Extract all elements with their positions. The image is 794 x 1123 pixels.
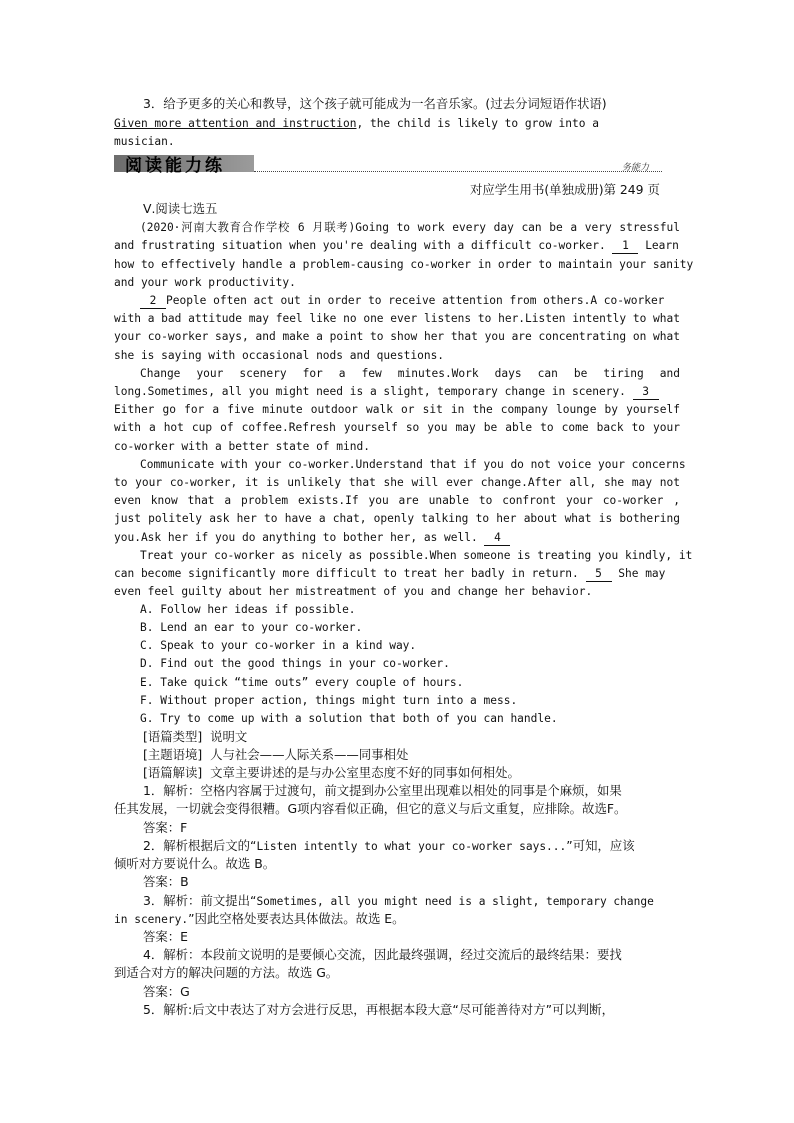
p3-line4: with a hot cup of coffee.Refresh yourself so you may be able to come back to your <box>114 421 680 434</box>
meta-type <box>143 728 247 746</box>
option-f: F. Without proper action, things might turn into a mess. <box>140 694 518 707</box>
p4-line5 <box>114 529 680 547</box>
p5-line2-tail: She may <box>618 567 666 580</box>
explanation-2-line1 <box>143 837 635 856</box>
p4-line5-text: you.Ask her if you do anything to bother her, as well. <box>114 531 478 544</box>
p5-line1: Treat your co-worker as nicely as possible.When someone is treating you kindly, it <box>140 549 693 562</box>
p1-line3: how to effectively handle a problem-causing co-worker in order to maintain your sanity <box>114 258 694 271</box>
answer-4: 答案：G <box>143 984 190 999</box>
p5-line3: even feel guilty about her mistreatment of you and change her behavior. <box>114 585 593 598</box>
explanation-3-lead: 3．解析：前文提出“ <box>143 893 257 908</box>
section-title: 阅读能力练 <box>125 156 225 176</box>
answer-3: 答案：E <box>143 929 189 944</box>
p4-line3: even know that a problem exists.If you are unable to confront your co-worker , <box>114 494 680 507</box>
explanation-1-line2: 任其发展，一切就会变得很糟。G项内容看似正确，但它的意义与后文重复，应排除。故选F。 <box>114 801 627 816</box>
explanation-4-line2: 到适合对方的解决问题的方法。故选 G。 <box>114 965 339 980</box>
explanation-2-quote: Listen intently to what your co-worker says... <box>256 840 567 853</box>
item3-rest: , the child is likely to grow into a <box>356 117 599 130</box>
p1-line2-text: and frustrating situation when you're dealing with a difficult co-worker. <box>114 239 606 252</box>
answer-1: 答案：F <box>143 820 188 835</box>
p4-line2: to your co-worker, it is unlikely that she will ever change.After all, she may not <box>114 476 680 489</box>
meta-reading-label: [语篇解读] <box>143 765 203 780</box>
explanation-3-line1 <box>143 892 654 911</box>
blank-3: 3 <box>633 385 659 400</box>
option-d: D. Find out the good things in your co-worker. <box>140 657 450 670</box>
explanation-4-line1: 4．解析：本段前文说明的是要倾心交流，因此最终强调，经过交流后的最终结果：要找 <box>143 947 622 962</box>
p2-line3: your co-worker says, and make a point to show her that you are concentrating on what <box>114 330 680 343</box>
explanation-2-lead: 2．解析根据后文的“ <box>143 838 257 853</box>
section-divider <box>254 171 662 172</box>
explanation-2-tail: ”可知，应该 <box>566 838 635 853</box>
option-g: G. Try to come up with a solution that both of you can handle. <box>140 712 558 725</box>
explanation-5-line1: 5．解析:后文中表达了对方会进行反思，再根据本段大意“尽可能善待对方”可以判断， <box>143 1002 614 1017</box>
p5-line2 <box>114 565 680 583</box>
blank-2: 2 <box>140 294 166 309</box>
blank-4: 4 <box>484 531 510 546</box>
meta-type-label: [语篇类型] <box>143 729 203 744</box>
option-e: E. Take quick “time outs” every couple of hours. <box>140 676 464 689</box>
p1-line2 <box>114 237 680 255</box>
p1-line2-tail: Learn <box>645 239 679 252</box>
p2-line2: with a bad attitude may feel like no one ever listens to her.Listen intently to what <box>114 312 680 325</box>
explanation-3-tail: ”因此空格处要表达具体做法。故选 E。 <box>188 911 405 926</box>
explanation-1-line1: 1．解析：空格内容属于过渡句，前文提到办公室里出现难以相处的同事是个麻烦，如果 <box>143 783 622 798</box>
meta-reading-value: 文章主要讲述的是与办公室里态度不好的同事如何相处。 <box>210 765 520 780</box>
option-c: C. Speak to your co-worker in a kind way. <box>140 639 417 652</box>
item3-prompt: 3．给予更多的关心和教导，这个孩子就可能成为一名音乐家。(过去分词短语作状语) <box>143 96 607 111</box>
p1-line1: (2020·河南大教育合作学校 6 月联考)Going to work every day can be a very stressful <box>140 221 680 234</box>
item3-answer-line <box>114 115 680 133</box>
meta-theme-value: 人与社会——人际关系——同事相处 <box>210 747 409 762</box>
option-b: B. Lend an ear to your co-worker. <box>140 621 363 634</box>
p3-line2 <box>114 383 680 401</box>
blank-5: 5 <box>586 567 612 582</box>
p2-line1-text: People often act out in order to receive attention from others.A co-worker <box>166 294 665 307</box>
meta-theme-label: [主题语境] <box>143 747 203 762</box>
p3-line3: Either go for a five minute outdoor walk or sit in the company lounge by yourself <box>114 403 680 416</box>
option-a: A. Follow her ideas if possible. <box>140 603 356 616</box>
item3-rest-line2: musician. <box>114 135 175 148</box>
explanation-3-quote-end: in scenery. <box>114 913 189 926</box>
p2-line4: she is saying with occasional nods and questions. <box>114 349 445 362</box>
explanation-3-line2 <box>114 910 405 929</box>
explanation-3-quote: Sometimes, all you might need is a slight, temporary change <box>256 895 654 908</box>
meta-type-value: 说明文 <box>210 729 248 744</box>
section-tag: 务能力 <box>622 163 650 173</box>
meta-reading <box>143 764 520 782</box>
p2-line1 <box>140 292 680 310</box>
p3-line2-text: long.Sometimes, all you might need is a slight, temporary change in scenery. <box>114 385 626 398</box>
p4-line1: Communicate with your co-worker.Understand that if you do not voice your concerns <box>140 458 686 471</box>
p1-line4: and your work productivity. <box>114 276 296 289</box>
meta-theme <box>143 746 408 764</box>
page-reference: 对应学生用书(单独成册)第 249 页 <box>470 182 660 197</box>
passage-heading: Ⅴ.阅读七选五 <box>143 201 218 216</box>
answer-2: 答案：B <box>143 874 189 889</box>
item3-answer: Given more attention and instruction <box>114 117 357 130</box>
p5-line2-text: can become significantly more difficult to treat her badly in return. <box>114 567 579 580</box>
p4-line4: just politely ask her to have a chat, openly talking to her about what is bothering <box>114 512 680 525</box>
explanation-2-line2: 倾听对方要说什么。故选 B。 <box>114 856 276 871</box>
p3-line1: Change your scenery for a few minutes.Work days can be tiring and <box>140 367 680 380</box>
blank-1: 1 <box>612 239 638 254</box>
p3-line5: co-worker with a better state of mind. <box>114 440 370 453</box>
